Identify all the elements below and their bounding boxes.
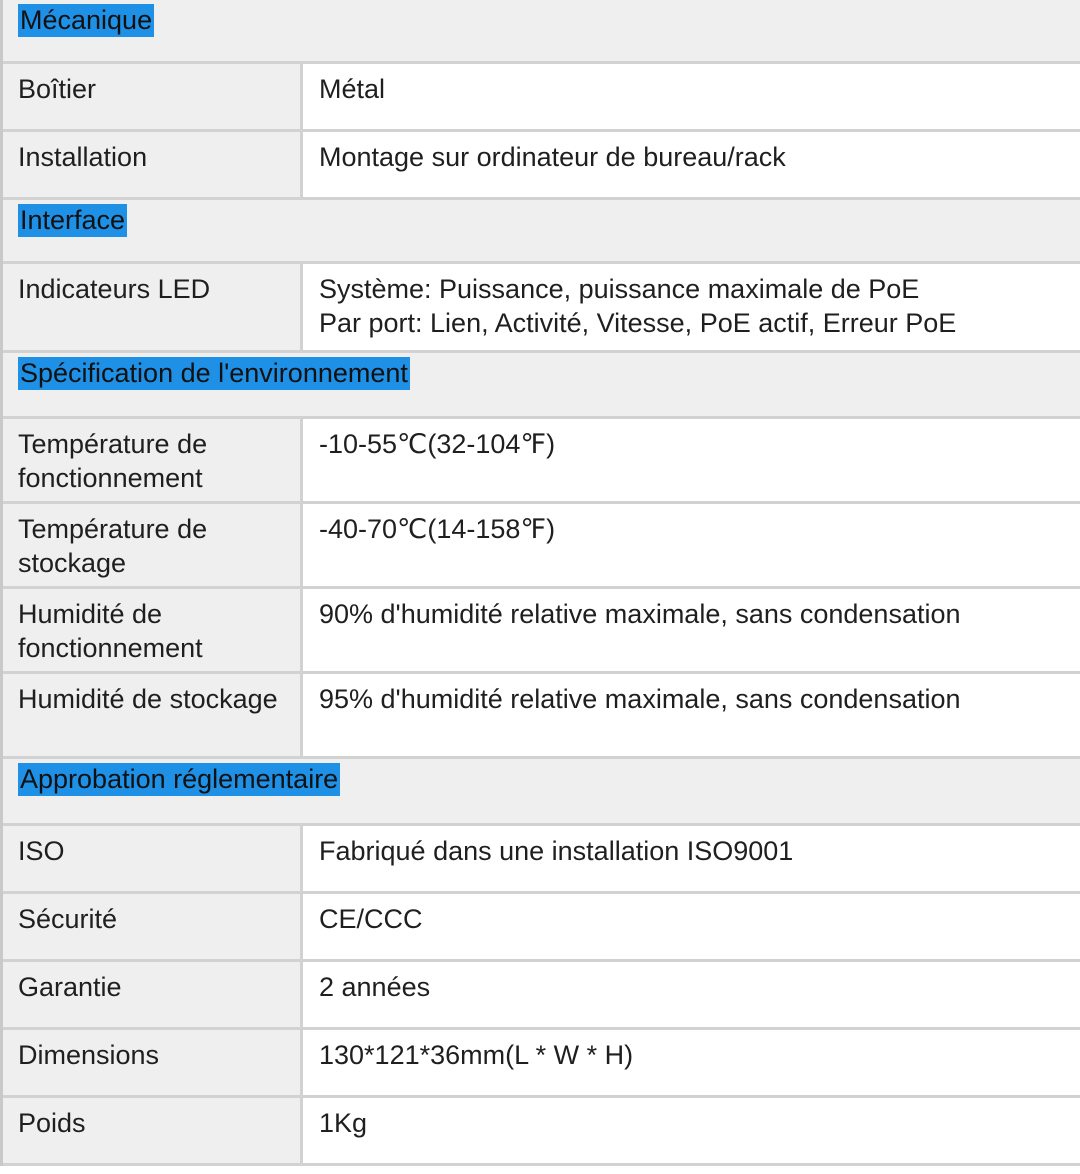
- row-value-line: Métal: [319, 74, 386, 104]
- row-label: Température de fonctionnement: [3, 419, 303, 501]
- section-header-interface: [3, 200, 1080, 264]
- section-title: Mécanique: [20, 5, 153, 35]
- table-row: [3, 826, 1080, 894]
- row-label: ISO: [3, 826, 303, 891]
- row-label: Sécurité: [3, 894, 303, 959]
- row-label: Garantie: [3, 962, 303, 1027]
- row-value-line: CE/CCC: [319, 904, 423, 934]
- section-title: Spécification de l'environnement: [20, 358, 408, 388]
- row-value: [303, 674, 1080, 756]
- table-row: [3, 589, 1080, 674]
- row-value: [303, 962, 1080, 1027]
- row-label: Dimensions: [3, 1030, 303, 1095]
- row-value-line: 1Kg: [319, 1108, 368, 1138]
- table-row: [3, 264, 1080, 353]
- row-value-line: 2 années: [319, 972, 431, 1002]
- row-value-line: Fabriqué dans une installation ISO9001: [319, 836, 794, 866]
- table-row: [3, 674, 1080, 759]
- row-value-line: Système: Puissance, puissance maximale de PoE: [319, 274, 920, 304]
- table-row: [3, 1030, 1080, 1098]
- table-row: [3, 64, 1080, 132]
- row-label: Installation: [3, 132, 303, 197]
- row-value-line: -10-55℃(32-104℉): [319, 429, 556, 459]
- section-header-environnement: [3, 353, 1080, 419]
- section-header-approbation: [3, 759, 1080, 826]
- row-label: Poids: [3, 1098, 303, 1163]
- row-value: [303, 132, 1080, 197]
- section-header-mecanique: [3, 0, 1080, 64]
- table-row: [3, 419, 1080, 504]
- row-value: [303, 826, 1080, 891]
- table-row: [3, 894, 1080, 962]
- row-value: [303, 64, 1080, 129]
- row-value: [303, 589, 1080, 671]
- row-value: [303, 264, 1080, 350]
- row-value-line: 130*121*36mm(L * W * H): [319, 1040, 634, 1070]
- row-label: Indicateurs LED: [3, 264, 303, 350]
- row-value: [303, 1098, 1080, 1163]
- table-row: [3, 962, 1080, 1030]
- row-label: Température de stockage: [3, 504, 303, 586]
- table-row: [3, 132, 1080, 200]
- row-value: [303, 894, 1080, 959]
- row-value-line: Montage sur ordinateur de bureau/rack: [319, 142, 786, 172]
- row-value: [303, 504, 1080, 586]
- section-title: Interface: [20, 205, 126, 235]
- section-title: Approbation réglementaire: [20, 764, 339, 794]
- row-label: Humidité de fonctionnement: [3, 589, 303, 671]
- row-value: [303, 1030, 1080, 1095]
- row-value-line: 95% d'humidité relative maximale, sans condensation: [319, 684, 961, 714]
- row-value: [303, 419, 1080, 501]
- row-label: Humidité de stockage: [3, 674, 303, 756]
- table-row: [3, 504, 1080, 589]
- row-value-line: Par port: Lien, Activité, Vitesse, PoE actif, Erreur PoE: [319, 308, 957, 338]
- table-row: [3, 1098, 1080, 1166]
- row-value-line: -40-70℃(14-158℉): [319, 514, 556, 544]
- row-label: Boîtier: [3, 64, 303, 129]
- row-value-line: 90% d'humidité relative maximale, sans condensation: [319, 599, 961, 629]
